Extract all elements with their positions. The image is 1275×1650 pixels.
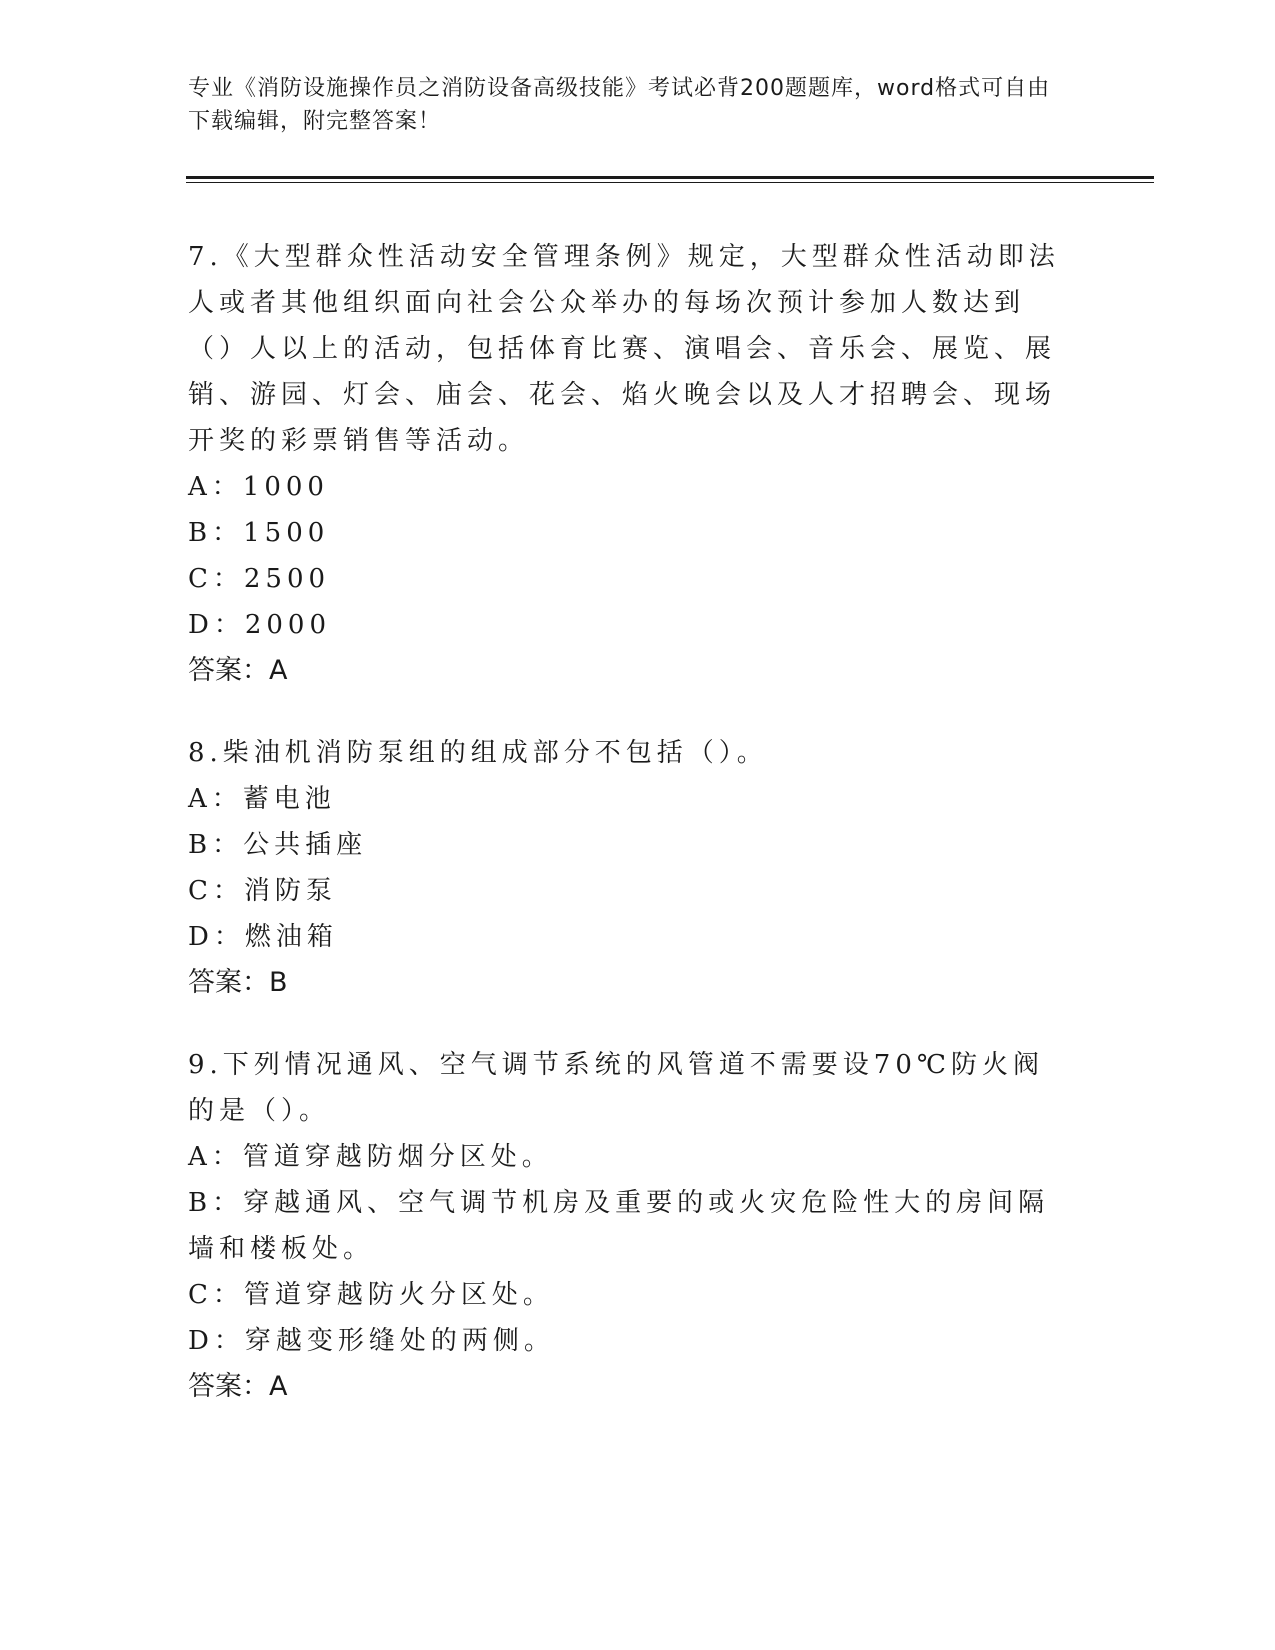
header-divider-thin: [186, 182, 1154, 183]
question-text: 8.柴油机消防泵组的组成部分不包括（）。: [188, 738, 768, 768]
option-a: A：蓄电池: [188, 784, 336, 814]
answer: 答案：B: [188, 967, 288, 998]
option-c: C：消防泵: [188, 876, 337, 906]
option-d: D：2000: [188, 610, 332, 640]
answer: 答案：A: [188, 1371, 288, 1402]
option-a: A：管道穿越防烟分区处。: [188, 1142, 553, 1172]
option-c: C：管道穿越防火分区处。: [188, 1280, 554, 1310]
question-9: [188, 1042, 1073, 1410]
option-b: B：1500: [188, 518, 330, 548]
document-header: 专业《消防设施操作员之消防设备高级技能》考试必背200题题库，word格式可自由下载编辑，附完整答案！: [188, 76, 1051, 134]
option-d: D：燃油箱: [188, 922, 338, 952]
header-divider-thick: [186, 176, 1154, 179]
question-list: [188, 234, 1073, 1446]
question-text: 7.《大型群众性活动安全管理条例》规定，大型群众性活动即法人或者其他组织面向社会公众举办的每场次预计参加人数达到（）人以上的活动，包括体育比赛、演唱会、音乐会、展览、展销、游园、灯会、庙会、花会、焰火晚会以及人才招聘会、现场开奖的彩票销售等活动。: [188, 242, 1060, 456]
question-text: 9.下列情况通风、空气调节系统的风管道不需要设70℃防火阀的是（）。: [188, 1050, 1044, 1126]
option-b: B：公共插座: [188, 830, 368, 860]
question-7: [188, 234, 1073, 694]
option-c: C：2500: [188, 564, 331, 594]
option-b: B：穿越通风、空气调节机房及重要的或火灾危险性大的房间隔墙和楼板处。: [188, 1188, 1050, 1264]
option-a: A：1000: [188, 472, 329, 502]
option-d: D：穿越变形缝处的两侧。: [188, 1326, 555, 1356]
question-8: [188, 730, 1073, 1006]
answer: 答案：A: [188, 655, 288, 686]
